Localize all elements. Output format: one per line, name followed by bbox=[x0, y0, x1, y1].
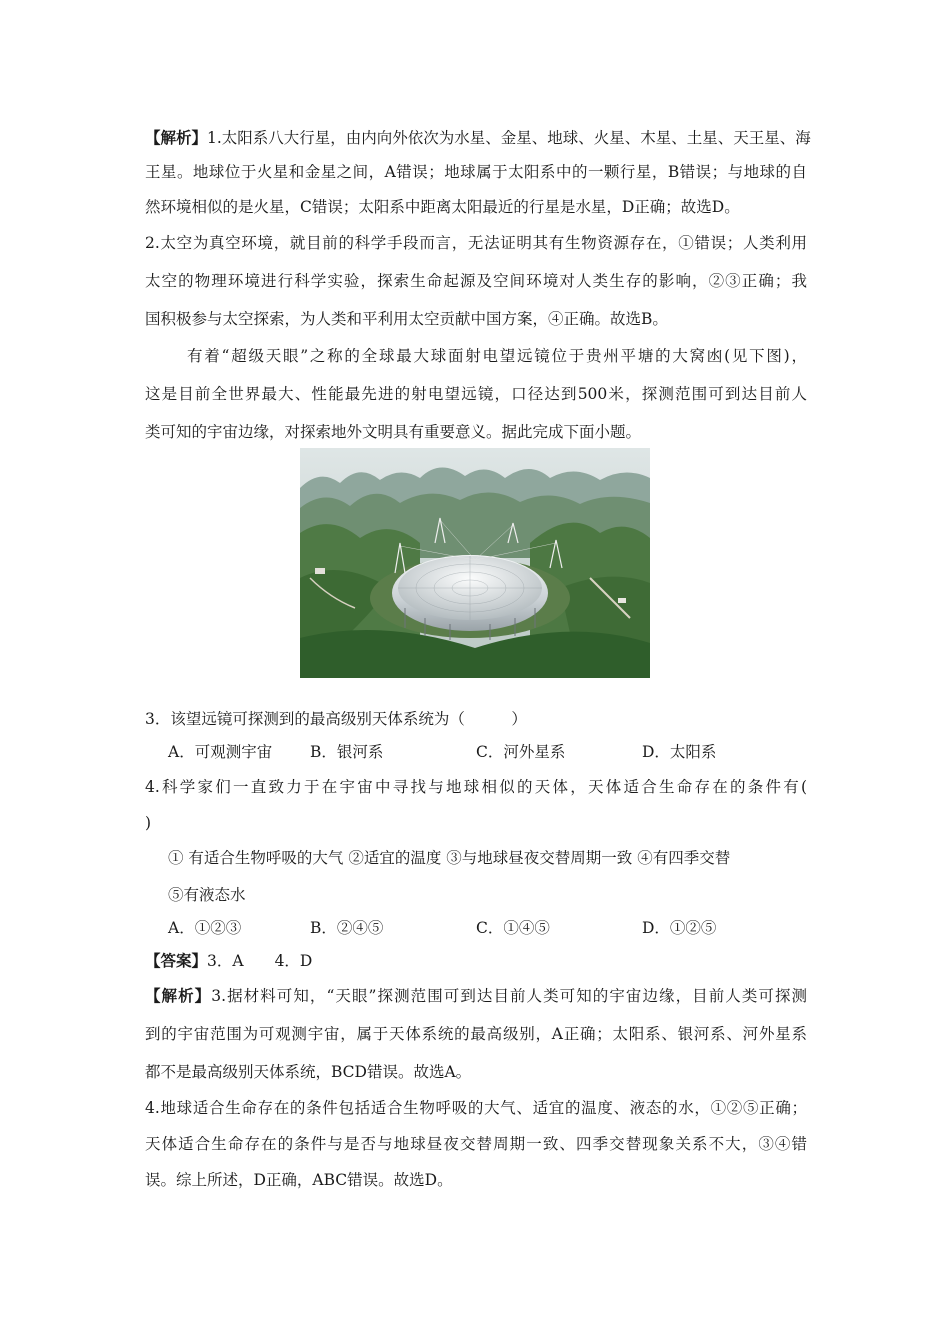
q4-option-d: D．①②⑤ bbox=[642, 919, 717, 937]
q3-stem: 3．该望远镜可探测到的最高级别天体系统为（ ） bbox=[145, 710, 527, 728]
analysis1-line2: 王星。地球位于火星和金星之间，A错误；地球属于太阳系中的一颗行星，B错误；与地球的自 bbox=[145, 163, 807, 181]
analysis2-text: 3.据材料可知，“天眼”探测范围可到达目前人类可知的宇宙边缘，目前人类可探测 bbox=[211, 987, 807, 1005]
analysis2-line4: 4.地球适合生命存在的条件包括适合生物呼吸的大气、适宜的温度、液态的水，①②⑤正确； bbox=[145, 1099, 807, 1117]
analysis1-line5: 太空的物理环境进行科学实验，探索生命起源及空间环境对人类生存的影响，②③正确；我 bbox=[145, 272, 807, 290]
analysis2-line6: 误。综上所述，D正确，ABC错误。故选D。 bbox=[145, 1171, 453, 1189]
q4-conditions-line1: ① 有适合生物呼吸的大气 ②适宜的温度 ③与地球昼夜交替周期一致 ④有四季交替 bbox=[168, 849, 731, 867]
fast-telescope-photo bbox=[300, 448, 650, 678]
analysis-label: 【解析】 bbox=[145, 128, 208, 147]
material-line2: 这是目前全世界最大、性能最先进的射电望远镜，口径达到500米，探测范围可到达目前人 bbox=[145, 385, 807, 403]
q4-option-c: C．①④⑤ bbox=[476, 919, 550, 937]
analysis1-line1 bbox=[145, 128, 811, 148]
fast-telescope-illustration bbox=[300, 448, 650, 678]
q3-option-c: C．河外星系 bbox=[476, 743, 566, 761]
answer-text: 3．A 4．D bbox=[207, 952, 313, 970]
material-line1: 有着“超级天眼”之称的全球最大球面射电望远镜位于贵州平塘的大窝凼(见下图)， bbox=[187, 347, 807, 365]
q4-stem-line1: 4.科学家们一直致力于在宇宙中寻找与地球相似的天体，天体适合生命存在的条件有( bbox=[145, 778, 807, 796]
answer-line bbox=[145, 951, 807, 971]
q4-option-b: B．②④⑤ bbox=[310, 919, 384, 937]
q3-option-a: A．可观测宇宙 bbox=[168, 743, 273, 761]
analysis2-line1 bbox=[145, 986, 807, 1006]
q4-option-a: A．①②③ bbox=[168, 919, 242, 937]
material-line3: 类可知的宇宙边缘，对探索地外文明具有重要意义。据此完成下面小题。 bbox=[145, 423, 642, 441]
answer-label: 【答案】 bbox=[145, 951, 208, 970]
q3-option-b: B．银河系 bbox=[310, 743, 384, 761]
analysis2-line5: 天体适合生命存在的条件与是否与地球昼夜交替周期一致、四季交替现象关系不大，③④错 bbox=[145, 1135, 807, 1153]
analysis1-line4: 2.太空为真空环境，就目前的科学手段而言，无法证明其有生物资源存在，①错误；人类利用 bbox=[145, 234, 807, 252]
analysis2-line3: 都不是最高级别天体系统，BCD错误。故选A。 bbox=[145, 1063, 472, 1081]
q3-option-d: D．太阳系 bbox=[642, 743, 717, 761]
analysis1-text: 1.太阳系八大行星，由内向外依次为水星、金星、地球、火星、木星、土星、天王星、海 bbox=[207, 129, 811, 147]
analysis2-line2: 到的宇宙范围为可观测宇宙，属于天体系统的最高级别，A正确；太阳系、银河系、河外星系 bbox=[145, 1025, 807, 1043]
analysis2-label: 【解析】 bbox=[145, 986, 212, 1005]
q4-conditions-line2: ⑤有液态水 bbox=[168, 886, 246, 904]
q4-stem-line2: ) bbox=[145, 814, 152, 832]
analysis1-line6: 国积极参与太空探索，为人类和平利用太空贡献中国方案，④正确。故选B。 bbox=[145, 310, 668, 328]
analysis1-line3: 然环境相似的是火星，C错误；太阳系中距离太阳最近的行星是水星，D正确；故选D。 bbox=[145, 198, 740, 216]
